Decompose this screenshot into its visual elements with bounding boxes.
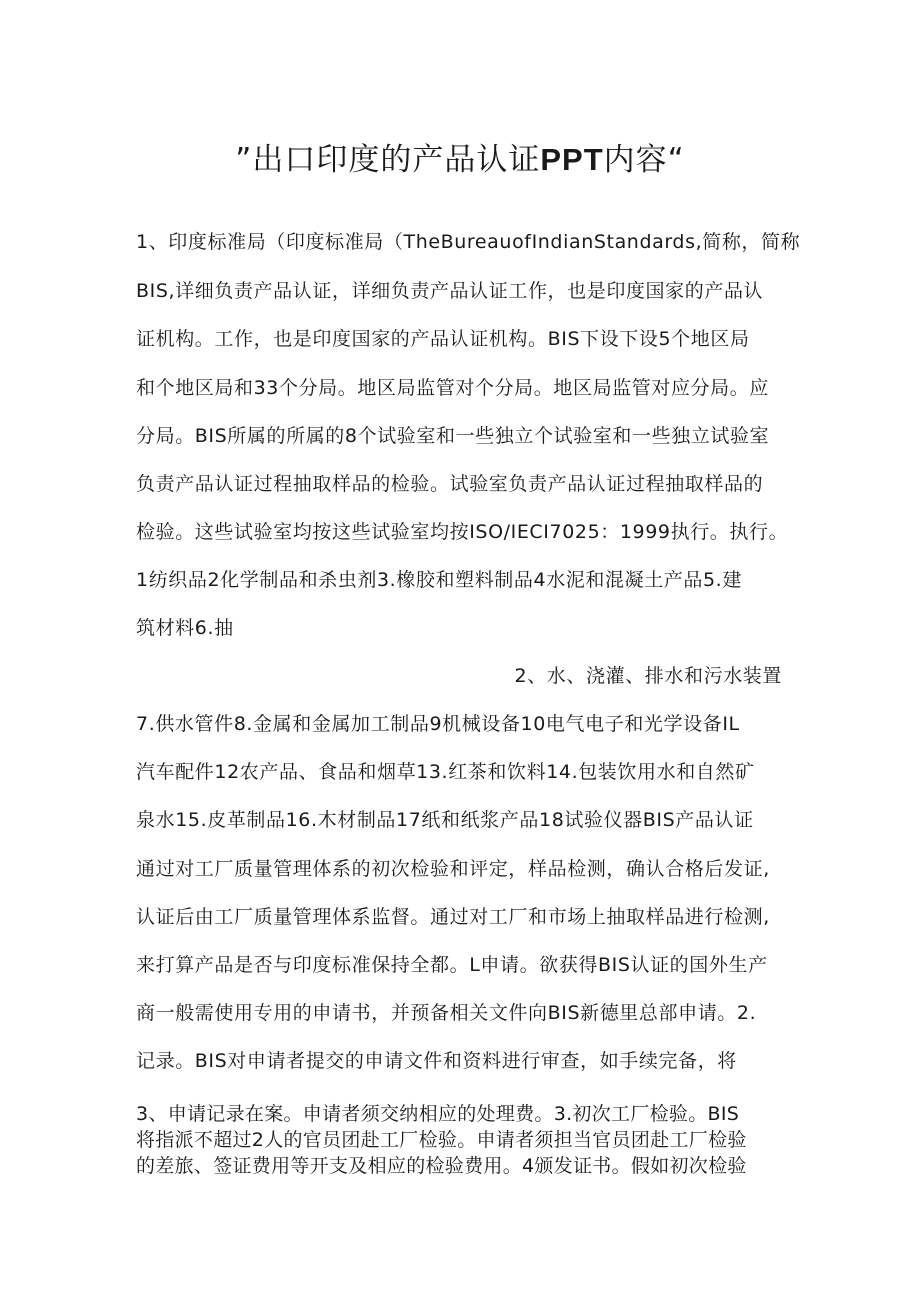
paragraph-line-19: 将指派不超过2人的官员团赴工厂检验。申请者须担当官员团赴工厂检验	[136, 1129, 747, 1151]
paragraph-line-10: 7.供水管件8.金属和金属加工制品9机械设备10电气电子和光学设备IL	[136, 713, 740, 735]
paragraph-line-16: 商一般需使用专用的申请书，并预备相关文件向BIS新德里总部申请。2.	[136, 1002, 757, 1024]
paragraph-line-5: 分局。BIS所属的所属的8个试验室和一些独立个试验室和一些独立试验室	[136, 425, 770, 447]
paragraph-line-13: 通过对工厂质量管理体系的初次检验和评定，样品检测，确认合格后发证,	[136, 858, 770, 880]
title-suffix: 内容“	[603, 142, 685, 178]
paragraph-line-3: 证机构。工作，也是印度国家的产品认证机构。BIS下设下设5个地区局	[136, 328, 750, 350]
paragraph-line-18: 3、申请记录在案。申请者须交纳相应的处理费。3.初次工厂检验。BIS	[136, 1103, 740, 1125]
title-prefix: ”出口印度的产品认证	[235, 142, 541, 178]
paragraph-line-6: 负责产品认证过程抽取样品的检验。试验室负责产品认证过程抽取样品的	[136, 473, 764, 495]
paragraph-line-12: 泉水15.皮革制品16.木材制品17纸和纸浆产品18试验仪器BIS产品认证	[136, 809, 754, 831]
paragraph-line-7: 检验。这些试验室均按这些试验室均按ISO/IECI7025：1999执行。执行。	[136, 521, 789, 543]
paragraph-line-2: BIS,详细负责产品认证，详细负责产品认证工作，也是印度国家的产品认	[136, 280, 764, 302]
title-latin: PPT	[540, 142, 604, 177]
paragraph-line-9: 筑材料6.抽	[136, 617, 234, 639]
document-title	[0, 138, 920, 182]
paragraph-line-8: 1纺织品2化学制品和杀虫剂3.橡胶和塑料制品4水泥和混凝土产品5.建	[136, 569, 742, 591]
paragraph-line-1: 1、印度标准局（印度标准局（TheBureauofIndianStandards,简称，简称	[136, 231, 801, 253]
paragraph-line-17: 记录。BIS对申请者提交的申请文件和资料进行审查，如手续完备，将	[136, 1050, 737, 1072]
paragraph-line-15: 来打算产品是否与印度标准保持全都。L申请。欲获得BIS认证的国外生产	[136, 954, 768, 976]
paragraph-line-20: 的差旅、签证费用等开支及相应的检验费用。4颁发证书。假如初次检验	[136, 1155, 747, 1177]
section-heading-2: 2、水、浇灌、排水和污水装置	[514, 665, 782, 687]
paragraph-line-11: 汽车配件12农产品、食品和烟草13.红茶和饮料14.包装饮用水和自然矿	[136, 761, 755, 783]
paragraph-line-4: 和个地区局和33个分局。地区局监管对个分局。地区局监管对应分局。应	[136, 377, 769, 399]
paragraph-line-14: 认证后由工厂质量管理体系监督。通过对工厂和市场上抽取样品进行检测,	[136, 906, 770, 928]
